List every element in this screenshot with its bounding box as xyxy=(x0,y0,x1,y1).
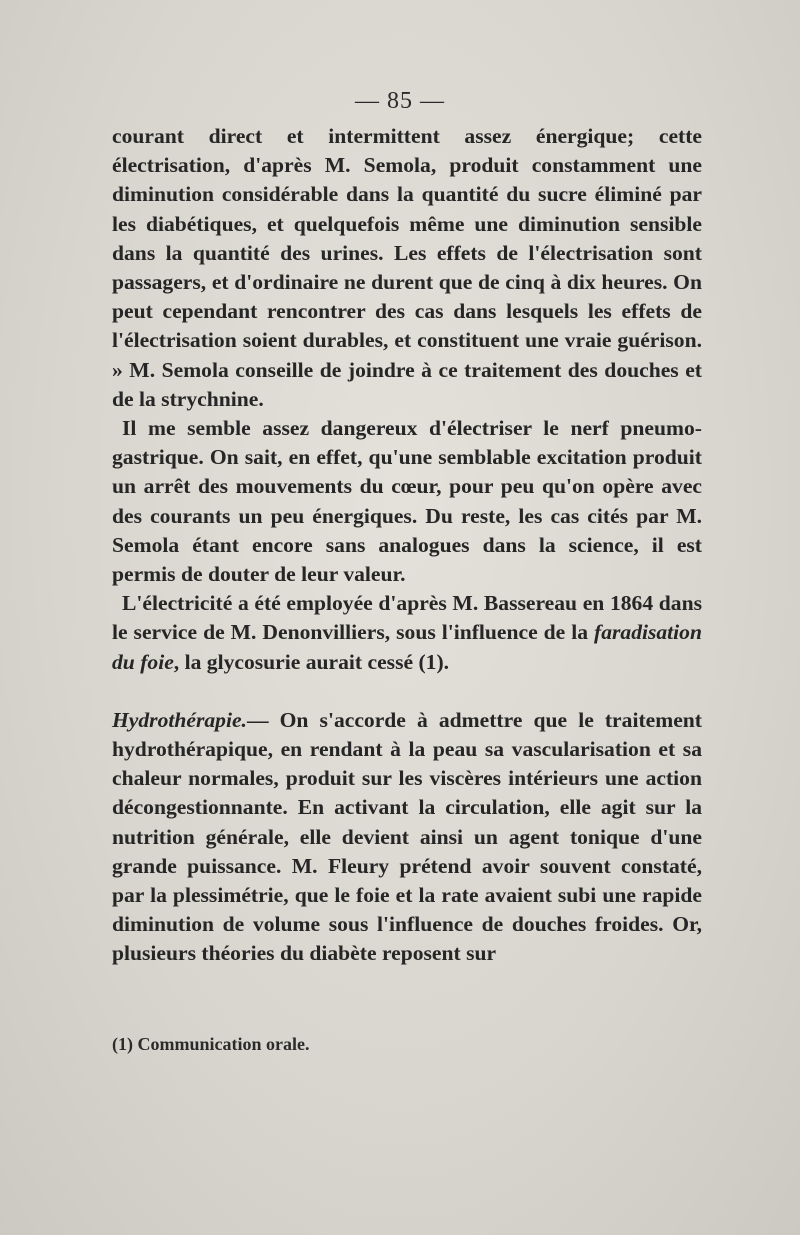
paragraph-3 xyxy=(112,589,702,677)
body-text xyxy=(112,122,702,969)
paragraph-4-text: — On s'accorde à admettre que le traitement hydrothérapique, en rendant à la peau sa vascularisation et sa chaleur normales, produit sur les viscères intérieurs une action décongestionnante. En activant la circulation, elle agit sur la nutrition générale, elle devient ainsi un agent tonique d'une grande puissance. M. Fleury prétend avoir souvent constaté, par la plessimétrie, que le foie et la rate avaient subi une rapide diminution de volume sous l'influence de douches froides. Or, plusieurs théories du diabète reposent sur xyxy=(112,707,702,966)
paragraph-3-italic: faradisation du foie xyxy=(112,620,702,674)
paragraph-2: Il me semble assez dangereux d'électriser le nerf pneumo-gastrique. On sait, en effet, qu'une semblable excitation produit un arrêt des mouvements du cœur, pour peu qu'on opère avec des courants un peu énergiques. Du reste, les cas cités par M. Semola étant encore sans analogues dans la science, il est permis de douter de leur valeur. xyxy=(112,416,702,587)
paragraph-3-text-after: , la glycosurie aurait cessé (1). xyxy=(173,649,450,674)
paragraph-4 xyxy=(112,706,702,969)
page-number: — 85 — xyxy=(355,88,445,114)
paragraph-3-text-before: L'électricité a été employée d'après M. Bassereau en 1864 dans le service de M. Denonvilliers, sous l'influence de la xyxy=(112,591,702,645)
section-heading-hydrotherapie: Hydrothérapie. xyxy=(112,707,247,732)
paragraph-1: courant direct et intermittent assez énergique; cette électrisation, d'après M. Semola, produit constamment une diminution considérable dans la quantité du sucre éliminé par les diabétiques, et quelquefois même une diminution sensible dans la quantité des urines. Les effets de l'électrisation sont passagers, et d'ordinaire ne durent que de cinq à dix heures. On peut cependant rencontrer des cas dans lesquels les effets de l'électrisation soient durables, et constituent une vraie guérison. » M. Semola conseille de joindre à ce traitement des douches et de la strychnine. xyxy=(112,124,702,411)
footnote: (1) Communication orale. xyxy=(112,1034,310,1054)
